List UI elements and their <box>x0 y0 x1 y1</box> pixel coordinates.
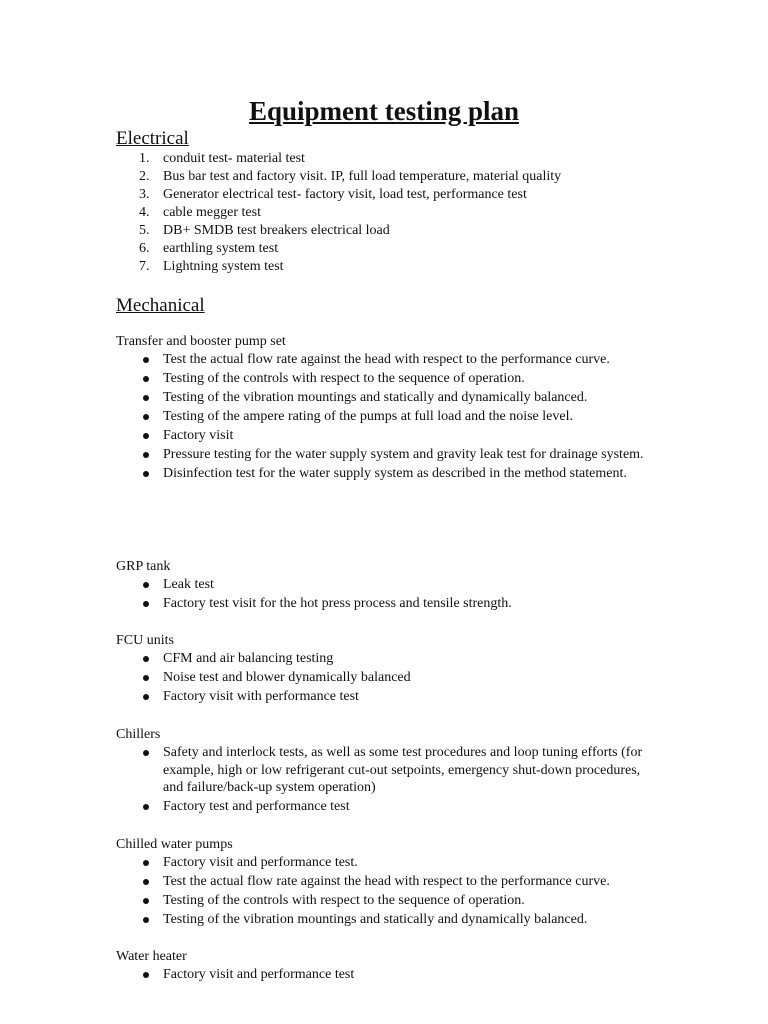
item-number: 6. <box>139 241 150 256</box>
bullet-list <box>116 650 656 706</box>
item-text: earthling system test <box>163 241 279 256</box>
section-label: Transfer and booster pump set <box>116 334 286 349</box>
bullet-list <box>116 576 656 613</box>
list-item <box>116 258 561 276</box>
bullet-item <box>116 408 656 426</box>
item-text: Testing of the controls with respect to the sequence of operation. <box>163 893 525 908</box>
item-text: DB+ SMDB test breakers electrical load <box>163 223 390 238</box>
item-text: Testing of the vibration mountings and statically and dynamically balanced. <box>163 390 588 405</box>
item-text: Noise test and blower dynamically balanced <box>163 670 411 685</box>
bullet-list <box>116 854 656 929</box>
bullet-item <box>116 595 656 613</box>
bullet-item <box>116 650 656 668</box>
bullet-icon <box>143 395 149 401</box>
item-text: Factory visit and performance test. <box>163 855 358 870</box>
item-text: Factory test visit for the hot press process and tensile strength. <box>163 596 512 611</box>
electrical-list <box>116 150 561 276</box>
bullet-item <box>116 351 656 369</box>
transfer-booster-pump-section <box>116 332 656 484</box>
bullet-icon <box>143 860 149 866</box>
item-text: Pressure testing for the water supply system and gravity leak test for drainage system. <box>163 447 644 462</box>
item-text: Testing of the vibration mountings and statically and dynamically balanced. <box>163 912 588 927</box>
section-label: Chillers <box>116 727 161 742</box>
item-number: 5. <box>139 223 150 238</box>
bullet-item <box>116 669 656 687</box>
section-label: Chilled water pumps <box>116 837 233 852</box>
list-item <box>116 222 561 240</box>
bullet-item <box>116 966 656 984</box>
list-item <box>116 240 561 258</box>
bullet-icon <box>143 750 149 756</box>
item-text: Factory visit and performance test <box>163 967 355 982</box>
item-text: Safety and interlock tests, as well as some test procedures and loop tuning efforts (for example, high or low refrigerant cut-out setpoints, emergency shut-down procedures, and failure/back-up system operation) <box>163 745 643 795</box>
bullet-icon <box>143 414 149 420</box>
bullet-item <box>116 854 656 872</box>
item-number: 3. <box>139 187 150 202</box>
page-title: Equipment testing plan <box>248 96 520 126</box>
chilled-water-pumps-section <box>116 835 656 930</box>
item-text: Test the actual flow rate against the head with respect to the performance curve. <box>163 352 610 367</box>
list-item <box>116 168 561 186</box>
bullet-list <box>116 351 656 483</box>
bullet-icon <box>143 582 149 588</box>
bullet-icon <box>143 471 149 477</box>
bullet-item <box>116 744 656 797</box>
list-item <box>116 186 561 204</box>
bullet-item <box>116 465 656 483</box>
bullet-icon <box>143 433 149 439</box>
bullet-icon <box>143 972 149 978</box>
item-text: cable megger test <box>163 205 261 220</box>
item-text: Factory visit with performance test <box>163 689 359 704</box>
electrical-heading: Electrical <box>116 128 189 149</box>
item-text: Factory test and performance test <box>163 799 350 814</box>
list-item <box>116 204 561 222</box>
bullet-list <box>116 744 656 816</box>
bullet-icon <box>143 879 149 885</box>
bullet-icon <box>143 675 149 681</box>
bullet-icon <box>143 694 149 700</box>
bullet-item <box>116 389 656 407</box>
fcu-units-section <box>116 631 656 707</box>
bullet-icon <box>143 357 149 363</box>
item-text: Test the actual flow rate against the head with respect to the performance curve. <box>163 874 610 889</box>
bullet-icon <box>143 601 149 607</box>
bullet-item <box>116 446 656 464</box>
section-label: FCU units <box>116 633 174 648</box>
bullet-icon <box>143 452 149 458</box>
item-text: conduit test- material test <box>163 151 305 166</box>
item-text: Bus bar test and factory visit. IP, full load temperature, material quality <box>163 169 562 184</box>
item-number: 4. <box>139 205 150 220</box>
bullet-item <box>116 688 656 706</box>
item-number: 2. <box>139 169 150 184</box>
bullet-item <box>116 911 656 929</box>
chillers-section <box>116 725 656 817</box>
bullet-item <box>116 798 656 816</box>
item-text: Generator electrical test- factory visit, load test, performance test <box>163 187 527 202</box>
item-text: Disinfection test for the water supply system as described in the method statement. <box>163 466 627 481</box>
bullet-item <box>116 370 656 388</box>
bullet-icon <box>143 656 149 662</box>
bullet-item <box>116 873 656 891</box>
section-label: Water heater <box>116 949 187 964</box>
bullet-icon <box>143 917 149 923</box>
item-text: Testing of the controls with respect to the sequence of operation. <box>163 371 525 386</box>
item-text: CFM and air balancing testing <box>163 651 334 666</box>
bullet-item <box>116 892 656 910</box>
list-item <box>116 150 561 168</box>
item-number: 1. <box>139 151 150 166</box>
bullet-icon <box>143 898 149 904</box>
bullet-list <box>116 966 656 984</box>
item-number: 7. <box>139 259 150 274</box>
bullet-icon <box>143 376 149 382</box>
water-heater-section <box>116 947 656 985</box>
mechanical-heading: Mechanical <box>116 295 205 316</box>
grp-tank-section <box>116 557 656 614</box>
item-text: Lightning system test <box>163 259 284 274</box>
item-text: Factory visit <box>163 428 234 443</box>
section-label: GRP tank <box>116 559 171 574</box>
bullet-icon <box>143 804 149 810</box>
item-text: Leak test <box>163 577 214 592</box>
item-text: Testing of the ampere rating of the pumps at full load and the noise level. <box>163 409 573 424</box>
bullet-item <box>116 427 656 445</box>
bullet-item <box>116 576 656 594</box>
